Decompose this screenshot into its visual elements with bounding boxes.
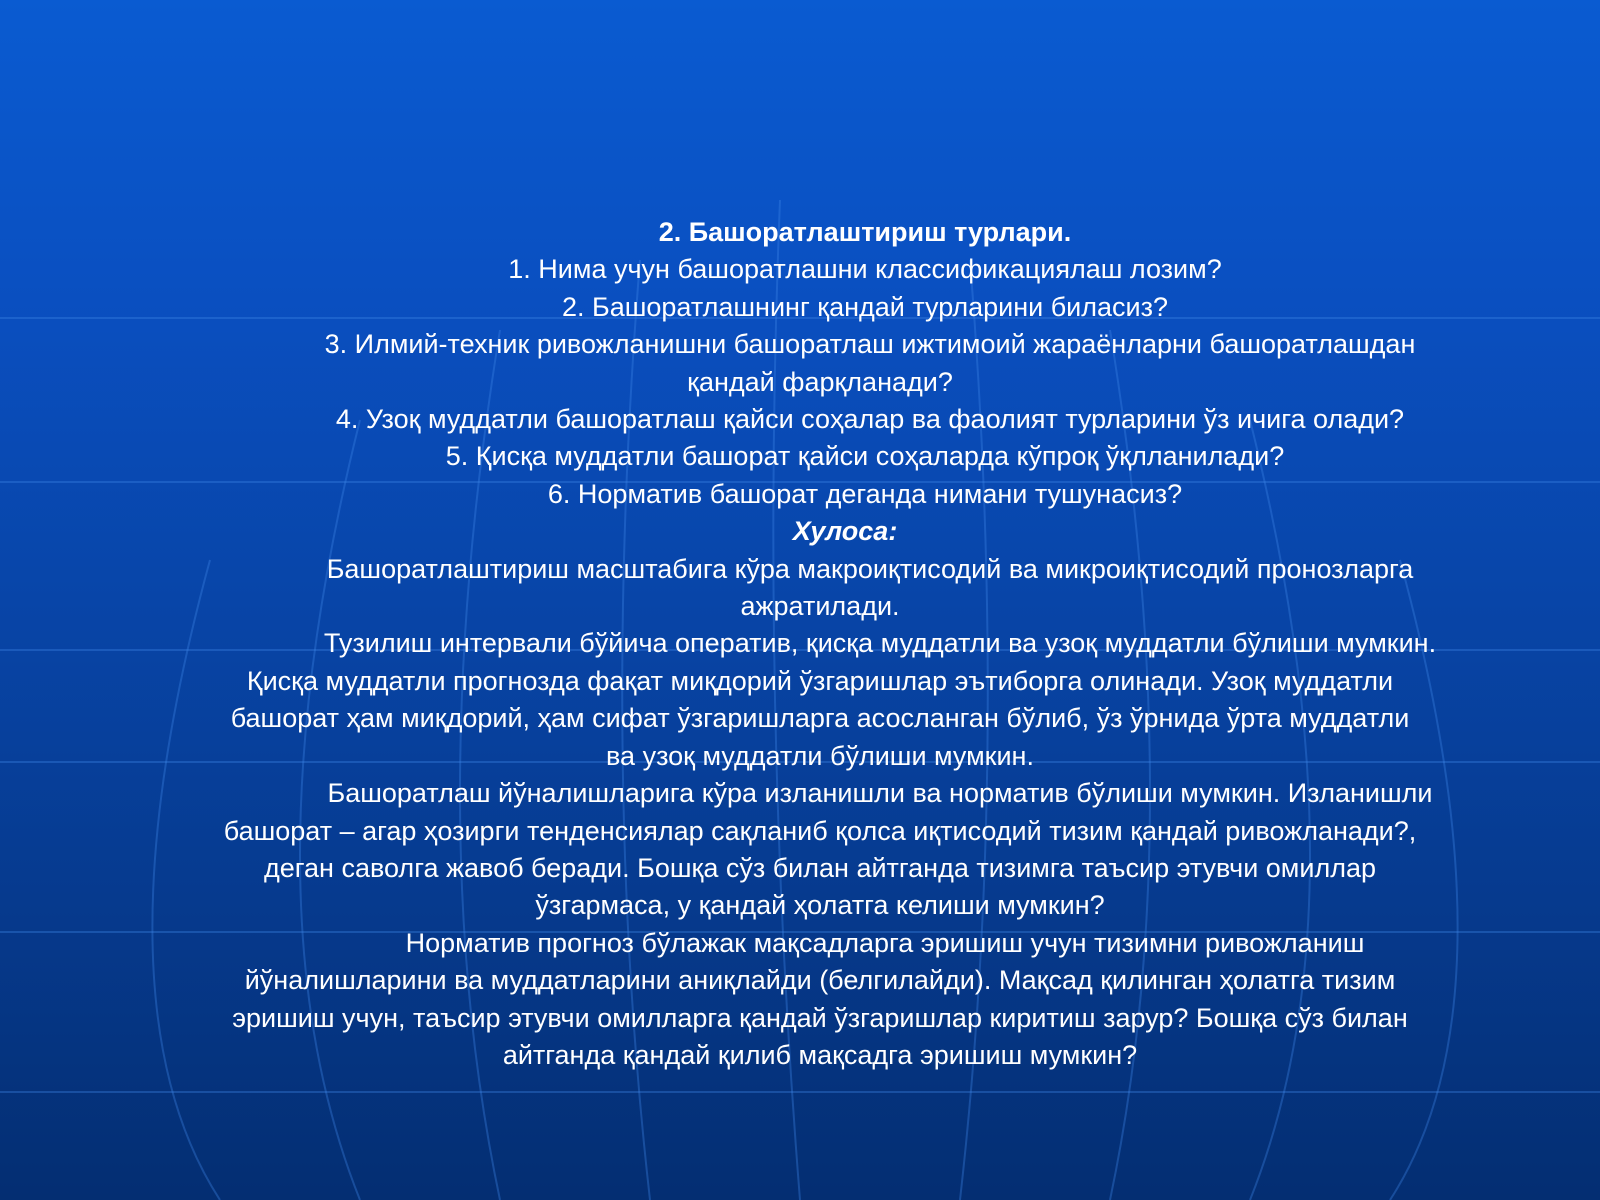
paragraph-line: Башоратлаш йўналишларига кўра изланишли ва норматив бўлиши мумкин. Изланишли: [327, 778, 1433, 809]
question-line: қандай фарқланади?: [687, 366, 953, 397]
paragraph-line: Тузилиш интервали бўйича оператив, қисқа муддатли ва узоқ муддатли бўлиши мумкин.: [323, 628, 1437, 659]
conclusion-heading: Хулоса:: [792, 516, 898, 547]
paragraph-line: ўзгармаса, у қандай ҳолатга келиши мумкин?: [535, 890, 1105, 921]
slide-body: [0, 214, 1600, 1074]
question-line: 6. Норматив башорат деганда нимани тушунасиз?: [547, 478, 1183, 509]
paragraph-line: ва узоқ муддатли бўлиши мумкин.: [606, 740, 1034, 771]
slide-title: 2. Башоратлаштириш турлари.: [658, 217, 1072, 247]
paragraph-line: айтганда қандай қилиб мақсадга эришиш мумкин?: [502, 1039, 1138, 1070]
question-line: 4. Узоқ муддатли башоратлаш қайси соҳалар ва фаолият турларини ўз ичига олади?: [335, 404, 1405, 435]
paragraph-line: Қисқа муддатли прогнозда фақат миқдорий ўзгаришлар эътиборга олинади. Узоқ муддатли: [246, 665, 1394, 696]
question-line: 5. Қисқа муддатли башорат қайси соҳаларда кўпроқ ўқлланилади?: [445, 441, 1285, 472]
paragraph-line: йўналишларини ва муддатларини аниқлайди (белгилайди). Мақсад қилинган ҳолатга тизим: [244, 965, 1396, 996]
paragraph-line: башорат ҳам миқдорий, ҳам сифат ўзгаришларга асосланган бўлиб, ўз ўрнида ўрта муддатли: [230, 703, 1410, 734]
question-line: 2. Башоратлашнинг қандай турларини биласиз?: [561, 291, 1169, 322]
paragraph-line: башорат – агар ҳозирги тенденсиялар сақланиб қолса иқтисодий тизим қандай ривожланади?,: [223, 815, 1417, 846]
question-line: 3. Илмий-техник ривожланишни башоратлаш ижтимоий жараёнларни башоратлашдан: [324, 329, 1416, 360]
paragraph-line: Башоратлаштириш масштабига кўра макроиқтисодий ва микроиқтисодий пронозларга: [326, 553, 1414, 584]
paragraph-line: эришиш учун, таъсир этувчи омилларга қандай ўзгаришлар киритиш зарур? Бошқа сўз билан: [232, 1002, 1408, 1033]
paragraph-line: Норматив прогноз бўлажак мақсадларга эришиш учун тизимни ривожланиш: [405, 927, 1365, 958]
paragraph-line: деган саволга жавоб беради. Бошқа сўз билан айтганда тизимга таъсир этувчи омиллар: [264, 852, 1376, 883]
paragraph-line: ажратилади.: [740, 591, 900, 622]
question-line: 1. Нима учун башоратлашни классификациялаш лозим?: [508, 254, 1222, 285]
